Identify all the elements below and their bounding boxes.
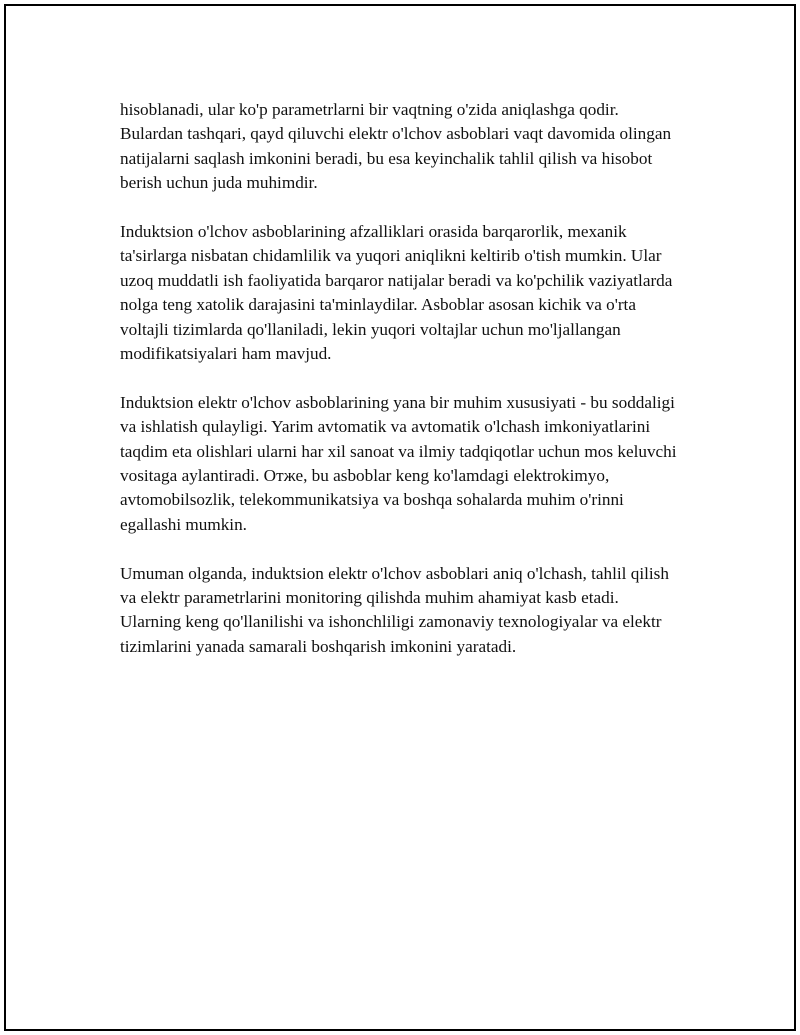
paragraph-2: Induktsion o'lchov asboblarining afzalliklari orasida barqarorlik, mexanik ta'sirlarga nisbatan chidamlilik va yuqori aniqlikni keltirib o'tish mumkin. Ular uzoq muddatli ish faoliyatida barqaror natijalar beradi va ko'pchilik vaziyatlarda nolga teng xatolik darajasini ta'minlaydilar. Asboblar asosan kichik va o'rta voltajli tizimlarda qo'llaniladi, lekin yuqori voltajlar uchun mo'ljallangan modifikatsiyalari ham mavjud. [120, 222, 673, 364]
paragraph-4: Umuman olganda, induktsion elektr o'lchov asboblari aniq o'lchash, tahlil qilish va elektr parametrlarini monitoring qilishda muhim ahamiyat kasb etadi. Ularning keng qo'llanilishi va ishonchliligi zamonaviy texnologiyalar va elektr tizimlarini yanada samarali boshqarish imkonini yaratadi. [120, 563, 669, 656]
document-page [4, 4, 796, 1031]
paragraph-1: hisoblanadi, ular ko'p parametrlarni bir vaqtning o'zida aniqlashga qodir. Bulardan tashqari, qayd qiluvchi elektr o'lchov asboblari vaqt davomida olingan natijalarni saqlash imkonini beradi, bu esa keyinchalik tahlil qilish va hisobot berish uchun juda muhimdir. [120, 100, 672, 193]
document-body [120, 98, 680, 684]
paragraph-3: Induktsion elektr o'lchov asboblarining yana bir muhim xususiyati - bu soddaligi va ishlatish qulayligi. Yarim avtomatik va avtomatik o'lchash imkoniyatlarini taqdim eta olishlari ularni har xil sanoat va ilmiy tadqiqotlar uchun mos keluvchi vositaga aylantiradi. Отже, bu asboblar keng ko'lamdagi elektrokimyo, avtomobilsozlik, telekommunikatsiya va boshqa sohalarda muhim o'rinni egallashi mumkin. [120, 392, 677, 534]
